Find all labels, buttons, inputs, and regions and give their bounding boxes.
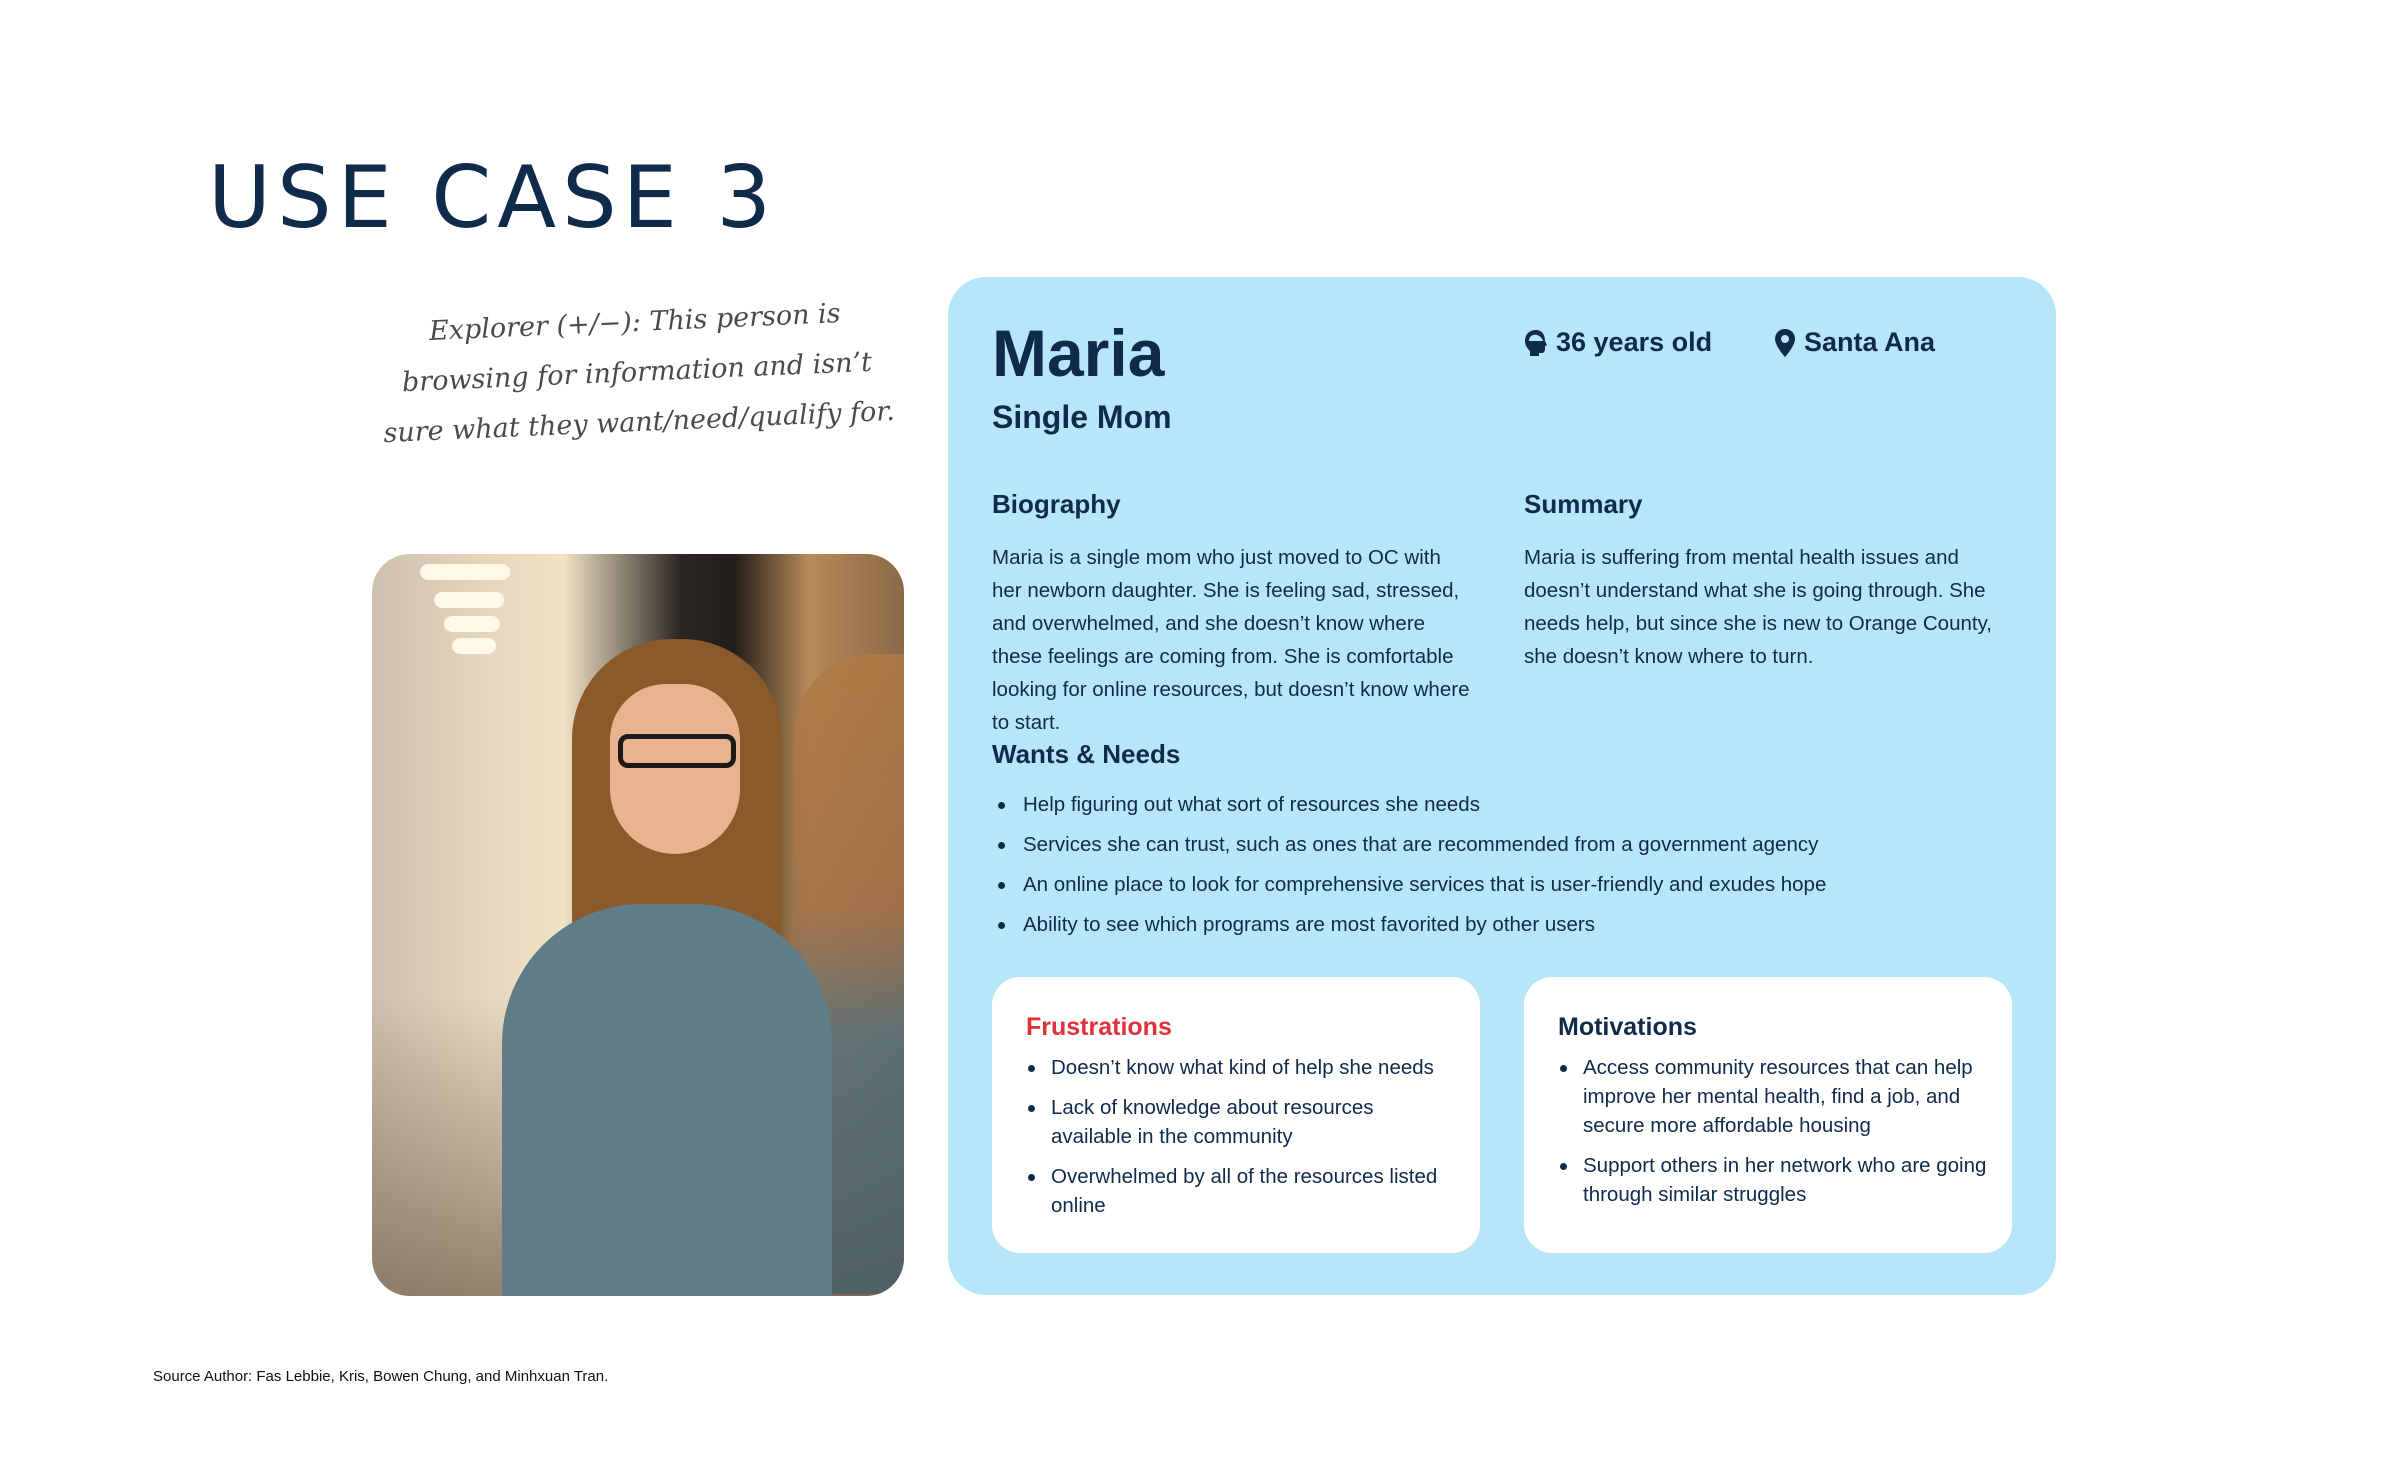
- list-item: Support others in her network who are going through similar struggles: [1558, 1151, 1988, 1209]
- list-item: Ability to see which programs are most favorited by other users: [992, 905, 2012, 945]
- frustrations-card: [992, 977, 1480, 1253]
- summary-heading: Summary: [1524, 489, 1643, 519]
- motivations-heading: Motivations: [1558, 1013, 1697, 1041]
- list-item: Lack of knowledge about resources available in the community: [1026, 1093, 1456, 1151]
- location-pin-icon: [1774, 328, 1796, 358]
- frustrations-list: [1026, 1053, 1456, 1231]
- list-item: Access community resources that can help improve her mental health, find a job, and secure more affordable housing: [1558, 1053, 1988, 1140]
- persona-role: Single Mom: [992, 399, 1172, 435]
- motivations-card: [1524, 977, 2012, 1253]
- list-item: Help figuring out what sort of resources she needs: [992, 785, 2012, 825]
- persona-location-text: Santa Ana: [1804, 327, 1936, 357]
- head-icon: [1524, 329, 1548, 357]
- persona-card: [948, 277, 2056, 1295]
- persona-photo: [372, 554, 904, 1296]
- wants-needs-list: [992, 785, 2012, 945]
- persona-age-text: 36 years old: [1556, 327, 1713, 357]
- explorer-note: Explorer (+/−): This person is browsing for information and isn’t sure what they want/need/qualify for.: [382, 298, 896, 450]
- page-title: USE CASE 3: [208, 148, 778, 248]
- persona-name: Maria: [992, 316, 1165, 390]
- frustrations-heading: Frustrations: [1026, 1013, 1172, 1041]
- wants-needs-heading: Wants & Needs: [992, 739, 1181, 769]
- list-item: An online place to look for comprehensive services that is user-friendly and exudes hope: [992, 865, 2012, 905]
- biography-text: Maria is a single mom who just moved to OC with her newborn daughter. She is feeling sad, stressed, and overwhelmed, and she doesn’t know where these feelings are coming from. She is comfortable looking for online resources, but doesn’t know where to start.: [992, 546, 1470, 734]
- persona-location: [1774, 327, 1935, 358]
- persona-age: [1524, 327, 1712, 358]
- biography-heading: Biography: [992, 489, 1121, 519]
- list-item: Services she can trust, such as ones that are recommended from a government agency: [992, 825, 2012, 865]
- source-author: Source Author: Fas Lebbie, Kris, Bowen Chung, and Minhxuan Tran.: [153, 1368, 609, 1385]
- list-item: Doesn’t know what kind of help she needs: [1026, 1053, 1456, 1082]
- motivations-list: [1558, 1053, 1988, 1220]
- summary-text: Maria is suffering from mental health issues and doesn’t understand what she is going through. She needs help, but since she is new to Orange County, she doesn’t know where to turn.: [1524, 546, 1992, 668]
- list-item: Overwhelmed by all of the resources listed online: [1026, 1162, 1456, 1220]
